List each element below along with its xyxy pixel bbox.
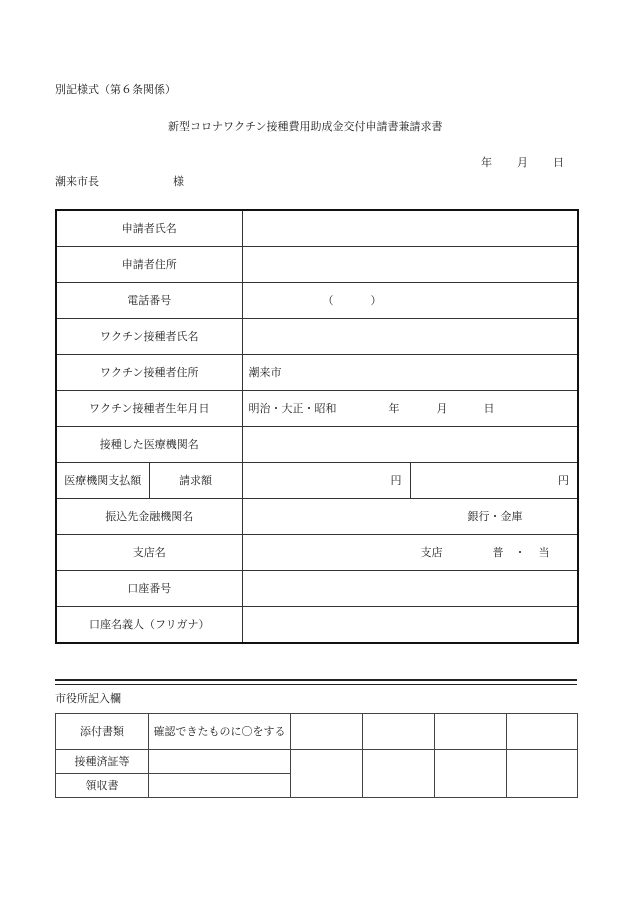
- yen-unit: 円: [390, 474, 402, 487]
- vaccinee-name-label: ワクチン接種者氏名: [56, 319, 242, 355]
- birth-day-label: 日: [483, 402, 495, 415]
- check-instruction: 確認できたものに〇をする: [149, 714, 291, 750]
- office-section-title: 市役所記入欄: [55, 692, 121, 705]
- birth-year-label: 年: [388, 402, 400, 415]
- vaccinee-address-prefix: 潮来市: [248, 366, 282, 379]
- applicant-name-label: 申請者氏名: [56, 210, 242, 247]
- stamp-cell[interactable]: [507, 714, 578, 750]
- claim-amount-label: 請求額: [149, 463, 242, 499]
- applicant-address-field[interactable]: [242, 247, 578, 283]
- date-year-label: 年: [481, 156, 492, 169]
- stamp-cell[interactable]: [291, 714, 363, 750]
- account-number-label: 口座番号: [56, 571, 242, 607]
- table-row: [56, 750, 578, 774]
- section-divider-thin: [55, 684, 577, 685]
- account-type-current[interactable]: 当: [538, 546, 550, 559]
- bank-type-options: 銀行・金庫: [467, 510, 523, 523]
- stamp-cell[interactable]: [507, 750, 578, 798]
- claim-amount-field[interactable]: [410, 463, 578, 499]
- account-number-field[interactable]: [242, 571, 578, 607]
- table-row: [56, 427, 578, 463]
- branch-suffix: 支店: [420, 546, 443, 559]
- vaccinee-birthdate-field[interactable]: [242, 391, 578, 427]
- clinic-paid-label: 医療機関支払額: [56, 463, 149, 499]
- stamp-cell[interactable]: [435, 750, 507, 798]
- addressee: 潮来市長: [55, 175, 99, 188]
- clinic-paid-field[interactable]: [242, 463, 410, 499]
- stamp-cell[interactable]: [291, 750, 363, 798]
- clinic-name-label: 接種した医療機関名: [56, 427, 242, 463]
- section-divider-thick: [55, 679, 577, 681]
- table-row: [56, 607, 578, 644]
- table-row: [56, 463, 578, 499]
- date-day-label: 日: [553, 156, 564, 169]
- vaccinee-name-field[interactable]: [242, 319, 578, 355]
- account-holder-label: 口座名義人（フリガナ）: [56, 607, 242, 644]
- branch-name-field[interactable]: [242, 535, 578, 571]
- phone-label: 電話番号: [56, 283, 242, 319]
- table-row: [56, 210, 578, 247]
- yen-unit: 円: [558, 474, 569, 487]
- table-row: [56, 571, 578, 607]
- bank-name-field[interactable]: [242, 499, 578, 535]
- branch-name-label: 支店名: [56, 535, 242, 571]
- stamp-cell[interactable]: [363, 750, 435, 798]
- receipt-label: 領収書: [56, 774, 149, 798]
- phone-open-paren: （: [322, 294, 334, 307]
- era-options: 明治・大正・昭和: [248, 402, 337, 415]
- account-type-separator: ・: [514, 546, 526, 559]
- stamp-cell[interactable]: [363, 714, 435, 750]
- vaccinee-birthdate-label: ワクチン接種者生年月日: [56, 391, 242, 427]
- vaccinee-address-field[interactable]: [242, 355, 578, 391]
- table-row: [56, 391, 578, 427]
- phone-field[interactable]: [242, 283, 578, 319]
- table-row: [56, 283, 578, 319]
- account-type-ordinary[interactable]: 普: [492, 546, 504, 559]
- receipt-check[interactable]: [149, 774, 291, 798]
- birth-month-label: 月: [436, 402, 448, 415]
- phone-close-paren: ）: [370, 294, 382, 307]
- date-month-label: 月: [517, 156, 528, 169]
- applicant-name-field[interactable]: [242, 210, 578, 247]
- bank-name-label: 振込先金融機関名: [56, 499, 242, 535]
- account-holder-field[interactable]: [242, 607, 578, 644]
- clinic-name-field[interactable]: [242, 427, 578, 463]
- table-row: [56, 355, 578, 391]
- stamp-cell[interactable]: [435, 714, 507, 750]
- vaccinee-address-label: ワクチン接種者住所: [56, 355, 242, 391]
- office-use-table: [55, 713, 578, 798]
- table-row: [56, 714, 578, 750]
- table-row: [56, 499, 578, 535]
- table-row: [56, 247, 578, 283]
- attached-docs-label: 添付書類: [56, 714, 149, 750]
- form-reference: 別記様式（第６条関係）: [55, 83, 176, 96]
- document-title: 新型コロナワクチン接種費用助成金交付申請書兼請求書: [168, 120, 443, 133]
- table-row: [56, 535, 578, 571]
- vaccination-cert-check[interactable]: [149, 750, 291, 774]
- vaccination-cert-label: 接種済証等: [56, 750, 149, 774]
- application-form-table: [55, 209, 579, 644]
- table-row: [56, 319, 578, 355]
- honorific: 様: [173, 175, 184, 188]
- applicant-address-label: 申請者住所: [56, 247, 242, 283]
